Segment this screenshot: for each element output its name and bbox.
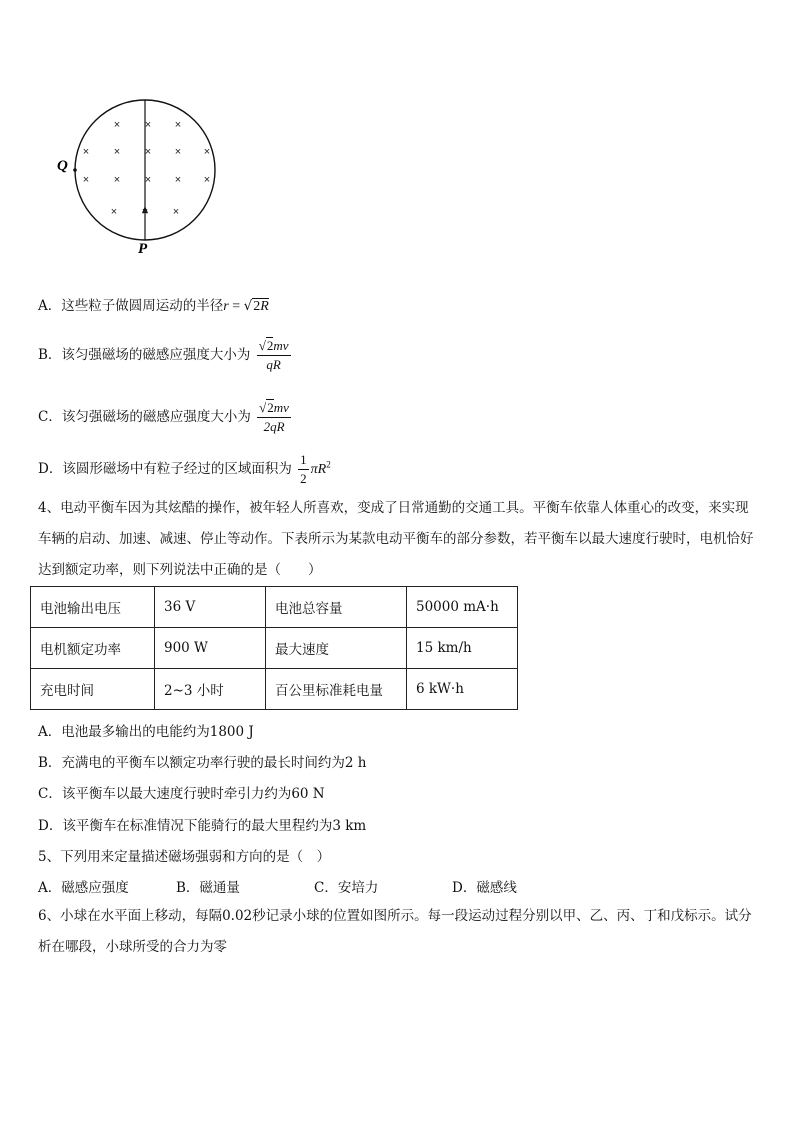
field-cross: ×	[144, 146, 152, 158]
label-p: P	[138, 241, 148, 257]
q5-option-d: D．磁感线	[452, 880, 517, 896]
q4-option-c: C．该平衡车以最大速度行驶时牵引力约为60 N	[38, 786, 325, 802]
label-q: Q	[57, 158, 68, 174]
field-cross: ×	[113, 174, 121, 186]
table-cell: 900 W	[155, 628, 266, 669]
parameter-table	[30, 586, 518, 710]
table-cell: 15 km/h	[407, 628, 518, 669]
table-cell: 百公里标准耗电量	[266, 669, 407, 710]
table-cell: 2~3 小时	[155, 669, 266, 710]
table-row	[31, 669, 518, 710]
table-cell: 50000 mA·h	[407, 587, 518, 628]
field-cross: ×	[144, 174, 152, 186]
q4-stem: 4、电动平衡车因为其炫酷的操作，被年轻人所喜欢，变成了日常通勤的交通工具。平衡车依靠人体重心的改变，来实现车辆的启动、加速、减速、停止等动作。下表所示为某款电动平衡车的部分参数，若平衡车以最大速度行驶时，电机恰好达到额定功率，则下列说法中正确的是（ ）	[38, 500, 754, 578]
field-cross: ×	[141, 206, 149, 218]
q5-stem: 5、下列用来定量描述磁场强弱和方向的是（ ）	[38, 849, 331, 865]
field-cross: ×	[174, 174, 182, 186]
table-cell: 6 kW·h	[407, 669, 518, 710]
table-row	[31, 587, 518, 628]
field-crosses	[83, 119, 210, 218]
field-cross: ×	[82, 146, 90, 158]
q4-option-b: B．充满电的平衡车以额定功率行驶的最长时间约为2 h	[38, 755, 367, 771]
field-cross: ×	[172, 206, 180, 218]
table-cell: 充电时间	[31, 669, 155, 710]
q4-option-a: A．电池最多输出的电能约为1800 J	[38, 724, 254, 740]
q4-option-d: D．该平衡车在标准情况下能骑行的最大里程约为3 km	[38, 818, 367, 834]
q5-option-b: B．磁通量	[176, 880, 240, 896]
q3-option-a: A．这些粒子做圆周运动的半径r = √2R	[38, 298, 269, 314]
magnetic-field-diagram	[0, 0, 794, 270]
table-cell: 最大速度	[266, 628, 407, 669]
table-cell: 电池输出电压	[31, 587, 155, 628]
q5-option-a: A．磁感应强度	[38, 880, 129, 896]
fraction-d: $\frac{1}{2}$	[300, 452, 307, 486]
field-cross: ×	[144, 119, 152, 131]
table-cell: 电机额定功率	[31, 628, 155, 669]
q3-option-d: D．该圆形磁场中有粒子经过的区域面积为 $\frac{1}{2}$ $\pi R^2$	[38, 452, 331, 486]
q6-stem: 6、小球在水平面上移动，每隔0.02秒记录小球的位置如图所示。每一段运动过程分别以甲、乙、丙、丁和戊标示。试分析在哪段，小球所受的合力为零	[38, 908, 752, 955]
field-cross: ×	[203, 174, 211, 186]
field-cross: ×	[174, 119, 182, 131]
field-cross: ×	[203, 146, 211, 158]
field-cross: ×	[82, 174, 90, 186]
q5-options	[38, 876, 517, 896]
q5-option-c: C．安培力	[314, 880, 379, 896]
q3-option-b: B．该匀强磁场的磁感应强度大小为 $\frac{√2mv}{qR}$	[38, 338, 289, 372]
field-cross: ×	[174, 146, 182, 158]
field-cross: ×	[113, 119, 121, 131]
point-q-dot	[73, 168, 77, 172]
field-cross: ×	[110, 206, 118, 218]
table-cell: 电池总容量	[266, 587, 407, 628]
fraction-c: $\frac{√2mv}{2qR}$	[259, 400, 289, 434]
table-row	[31, 628, 518, 669]
field-cross: ×	[113, 146, 121, 158]
table-cell: 36 V	[155, 587, 266, 628]
q3-option-c: C．该匀强磁场的磁感应强度大小为 $\frac{√2mv}{2qR}$	[38, 400, 289, 434]
fraction-b: $\frac{√2mv}{qR}$	[258, 338, 289, 372]
